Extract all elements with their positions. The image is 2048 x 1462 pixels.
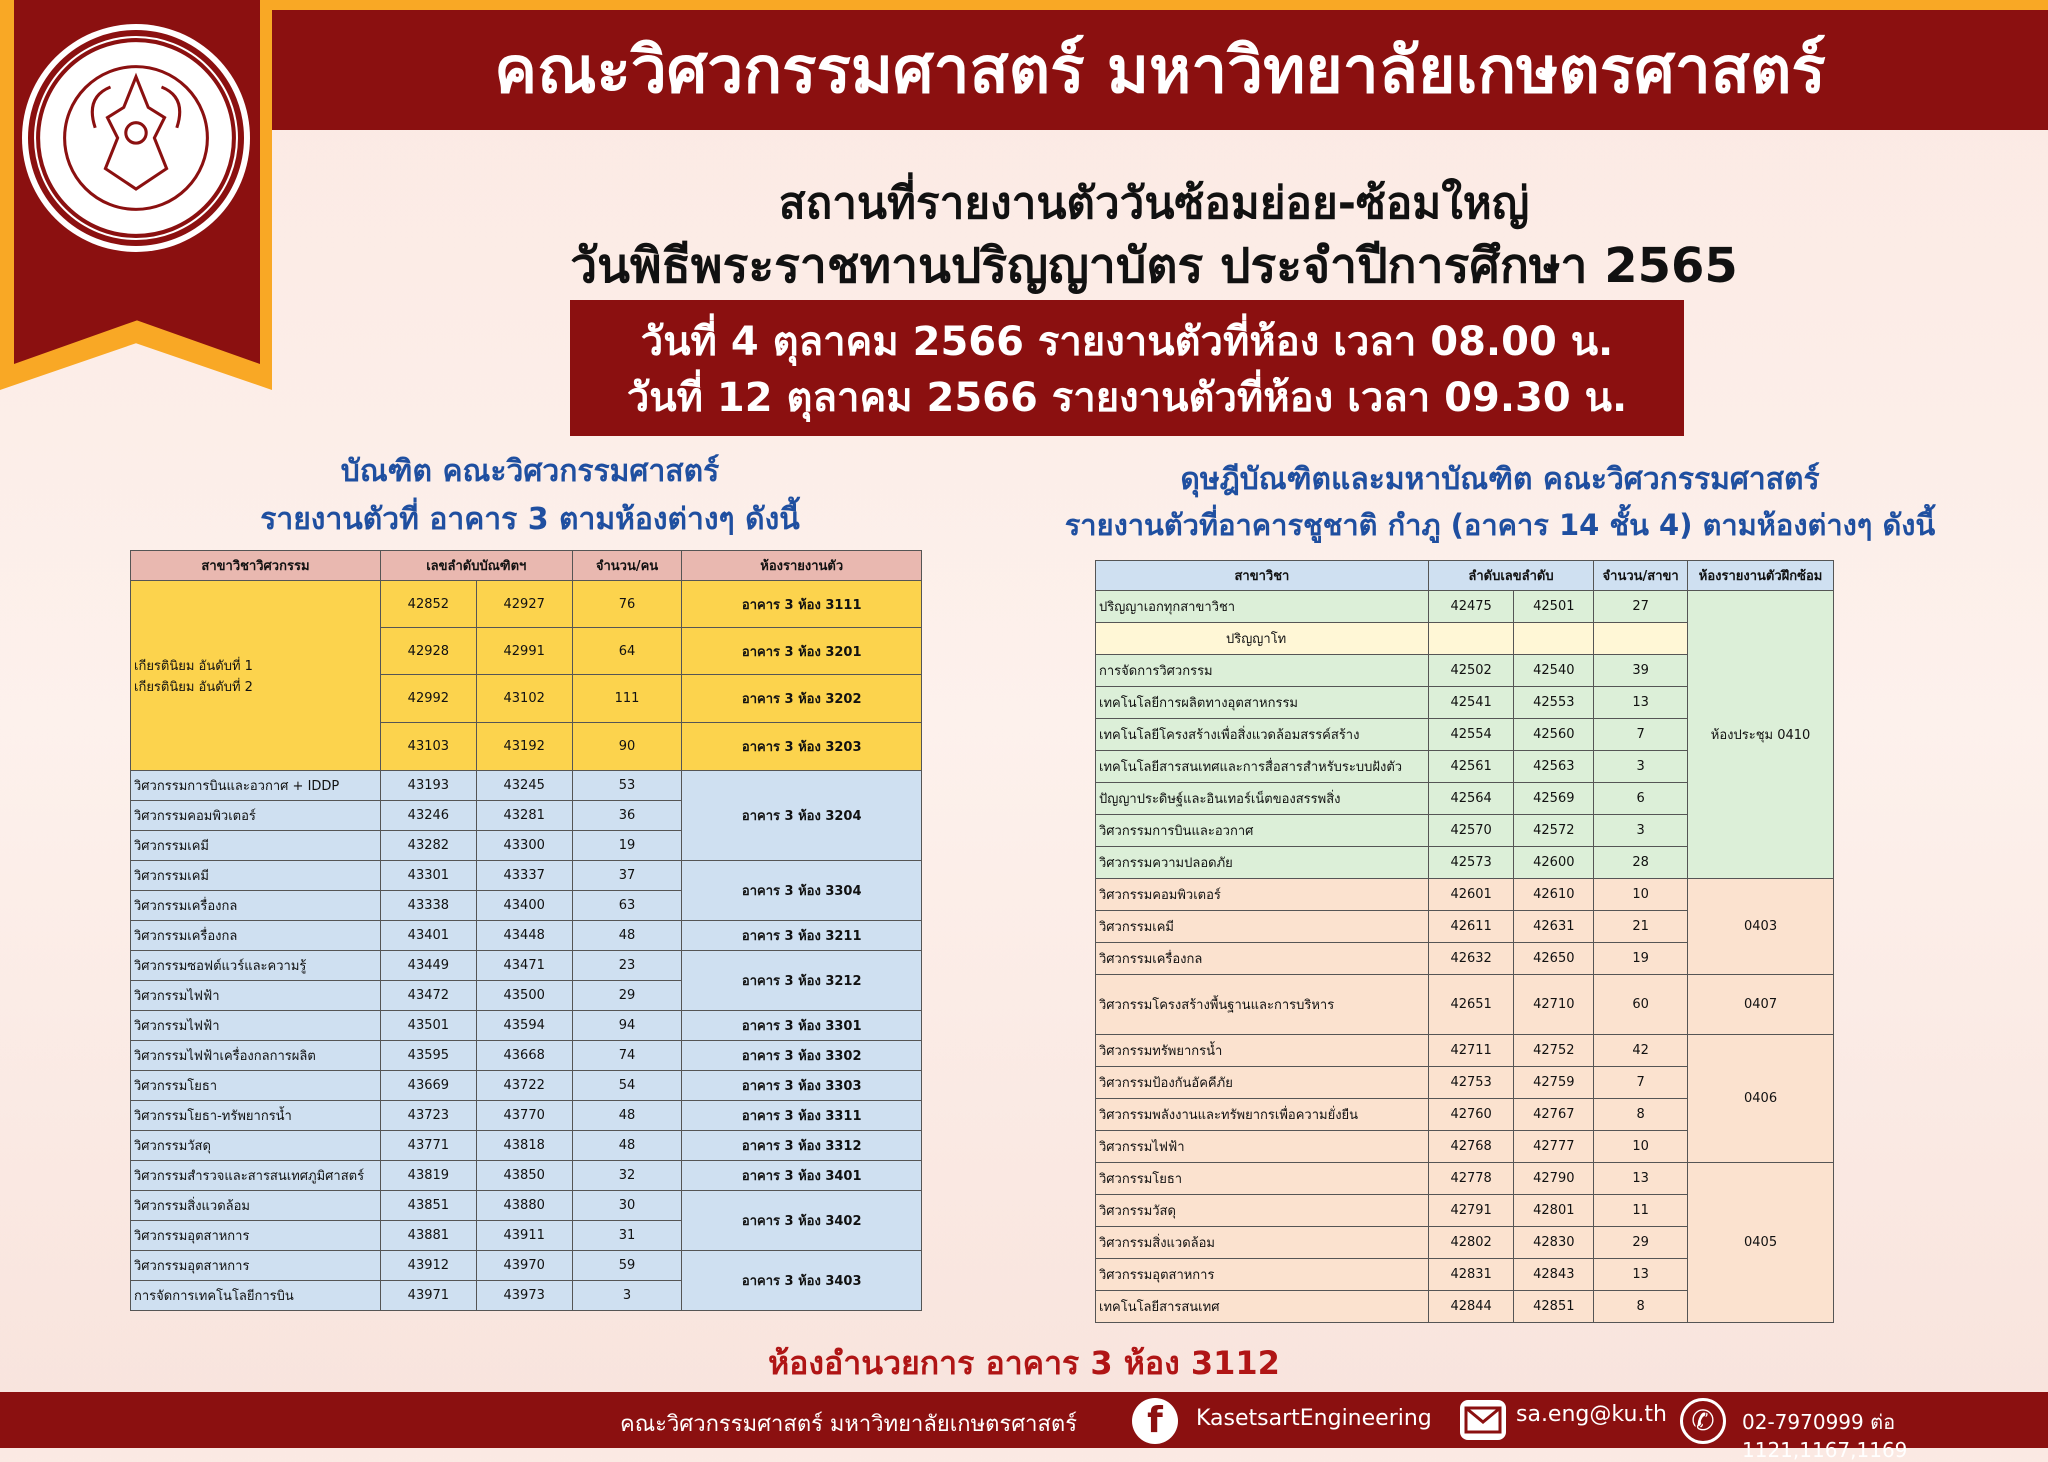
table-cell: 42560 — [1514, 719, 1594, 751]
left-heading2: รายงานตัวที่ อาคาร 3 ตามห้องต่างๆ ดังนี้ — [260, 502, 800, 537]
table-cell: 43102 — [476, 675, 572, 723]
table-cell: 43669 — [380, 1071, 476, 1101]
table-cell: 43881 — [380, 1221, 476, 1251]
table-cell: 0403 — [1688, 879, 1834, 975]
table-cell: 13 — [1594, 1163, 1688, 1195]
table-row — [131, 1011, 922, 1041]
table-cell: การจัดการเทคโนโลยีการบิน — [131, 1281, 381, 1311]
table-cell: 48 — [572, 1131, 682, 1161]
table-cell: 42564 — [1428, 783, 1514, 815]
col-header: จำนวน/สาขา — [1594, 561, 1688, 591]
table-cell: วิศวกรรมไฟฟ้า — [131, 1011, 381, 1041]
table-cell: 42790 — [1514, 1163, 1594, 1195]
table-cell: 42768 — [1428, 1131, 1514, 1163]
table-cell: 23 — [572, 951, 682, 981]
mail-icon[interactable] — [1460, 1400, 1506, 1440]
table-cell: เทคโนโลยีสารสนเทศและการสื่อสารสำหรับระบบฝังตัว — [1096, 751, 1429, 783]
table-cell: 42831 — [1428, 1259, 1514, 1291]
table-cell: 10 — [1594, 879, 1688, 911]
table-cell: วิศวกรรมเคมี — [1096, 911, 1429, 943]
table-cell: 43771 — [380, 1131, 476, 1161]
table-cell: 31 — [572, 1221, 682, 1251]
table-cell: 42767 — [1514, 1099, 1594, 1131]
table-row — [131, 771, 922, 801]
table-row — [131, 1071, 922, 1101]
table-cell: อาคาร 3 ห้อง 3312 — [682, 1131, 922, 1161]
bachelor-table — [130, 550, 922, 1311]
table-row — [131, 921, 922, 951]
table-cell: 43500 — [476, 981, 572, 1011]
table-cell: 42572 — [1514, 815, 1594, 847]
graduate-table — [1095, 560, 1834, 1323]
table-cell: ปัญญาประดิษฐ์และอินเทอร์เน็ตของสรรพสิ่ง — [1096, 783, 1429, 815]
table-cell: 43300 — [476, 831, 572, 861]
honors-label: เกียรตินิยม อันดับที่ 1 เกียรตินิยม อันดับที่ 2 — [131, 581, 381, 771]
left-heading1: บัณฑิต คณะวิศวกรรมศาสตร์ — [340, 454, 720, 489]
table-cell: 60 — [1594, 975, 1688, 1035]
table-cell: 42570 — [1428, 815, 1514, 847]
table-cell: 42600 — [1514, 847, 1594, 879]
table-cell: 43192 — [476, 723, 572, 771]
table-cell: วิศวกรรมอุตสาหการ — [131, 1221, 381, 1251]
table-cell: 42650 — [1514, 943, 1594, 975]
subtitle-line2: วันพิธีพระราชทานปริญญาบัตร ประจำปีการศึกษา 2565 — [570, 238, 1738, 294]
table-cell: วิศวกรรมไฟฟ้า — [131, 981, 381, 1011]
table-cell: 42631 — [1514, 911, 1594, 943]
table-cell: วิศวกรรมการบินและอวกาศ + IDDP — [131, 771, 381, 801]
table-cell: 42802 — [1428, 1227, 1514, 1259]
table-cell: 42553 — [1514, 687, 1594, 719]
col-header: ลำดับเลขลำดับ — [1428, 561, 1593, 591]
table-cell: อาคาร 3 ห้อง 3303 — [682, 1071, 922, 1101]
table-cell: 42711 — [1428, 1035, 1514, 1067]
table-cell: 43818 — [476, 1131, 572, 1161]
table-cell: วิศวกรรมสิ่งแวดล้อม — [1096, 1227, 1429, 1259]
table-cell: 42569 — [1514, 783, 1594, 815]
table-cell: 3 — [572, 1281, 682, 1311]
table-cell: 30 — [572, 1191, 682, 1221]
table-cell: 36 — [572, 801, 682, 831]
table-cell: 43723 — [380, 1101, 476, 1131]
table-cell: 42540 — [1514, 655, 1594, 687]
table-cell: วิศวกรรมไฟฟ้า — [1096, 1131, 1429, 1163]
table-cell: 43911 — [476, 1221, 572, 1251]
table-cell: อาคาร 3 ห้อง 3211 — [682, 921, 922, 951]
table-cell: 42610 — [1514, 879, 1594, 911]
table-cell: 29 — [572, 981, 682, 1011]
table-cell: วิศวกรรมทรัพยากรน้ำ — [1096, 1035, 1429, 1067]
table-cell: วิศวกรรมอุตสาหการ — [1096, 1259, 1429, 1291]
table-row — [131, 951, 922, 981]
table-cell: 43722 — [476, 1071, 572, 1101]
table-row — [1096, 1035, 1834, 1067]
table-cell: อาคาร 3 ห้อง 3401 — [682, 1161, 922, 1191]
table-cell: 29 — [1594, 1227, 1688, 1259]
table-cell: 43246 — [380, 801, 476, 831]
table-cell: 43971 — [380, 1281, 476, 1311]
table-cell: 42759 — [1514, 1067, 1594, 1099]
table-row — [131, 1101, 922, 1131]
table-cell: 21 — [1594, 911, 1688, 943]
table-cell: 42791 — [1428, 1195, 1514, 1227]
table-row — [131, 1131, 922, 1161]
table-cell: 43850 — [476, 1161, 572, 1191]
table-cell: 19 — [572, 831, 682, 861]
email-link[interactable]: sa.eng@ku.th — [1516, 1402, 1667, 1427]
table-cell: 11 — [1594, 1195, 1688, 1227]
table-cell: วิศวกรรมโยธา — [1096, 1163, 1429, 1195]
table-cell: 43338 — [380, 891, 476, 921]
table-cell: 42778 — [1428, 1163, 1514, 1195]
right-heading1: ดุษฎีบัณฑิตและมหาบัณฑิต คณะวิศวกรรมศาสตร์ — [1180, 462, 1820, 497]
date-box — [570, 300, 1684, 436]
table-cell — [1514, 623, 1594, 655]
date-line1: วันที่ 4 ตุลาคม 2566 รายงานตัวที่ห้อง เวลา 08.00 น. — [640, 319, 1614, 365]
table-cell: 43501 — [380, 1011, 476, 1041]
table-cell: อาคาร 3 ห้อง 3203 — [682, 723, 922, 771]
table-cell: 42563 — [1514, 751, 1594, 783]
table-cell: ปริญญาเอกทุกสาขาวิชา — [1096, 591, 1429, 623]
table-cell: 13 — [1594, 687, 1688, 719]
table-cell: 37 — [572, 861, 682, 891]
table-cell: 42573 — [1428, 847, 1514, 879]
table-cell: 42991 — [476, 628, 572, 675]
table-cell: 53 — [572, 771, 682, 801]
table-cell: วิศวกรรมโยธา — [131, 1071, 381, 1101]
table-cell: วิศวกรรมความปลอดภัย — [1096, 847, 1429, 879]
table-cell: 43912 — [380, 1251, 476, 1281]
table-cell: วิศวกรรมคอมพิวเตอร์ — [131, 801, 381, 831]
table-cell: วิศวกรรมวัสดุ — [131, 1131, 381, 1161]
col-header: ห้องรายงานตัวฝึกซ้อม — [1688, 561, 1834, 591]
facebook-icon[interactable]: f — [1132, 1398, 1178, 1444]
table-cell: 42601 — [1428, 879, 1514, 911]
table-cell: 43448 — [476, 921, 572, 951]
table-cell: 42632 — [1428, 943, 1514, 975]
table-cell: เทคโนโลยีสารสนเทศ — [1096, 1291, 1429, 1323]
table-cell: 42651 — [1428, 975, 1514, 1035]
table-cell: 48 — [572, 921, 682, 951]
table-cell: 43668 — [476, 1041, 572, 1071]
table-cell: 10 — [1594, 1131, 1688, 1163]
table-cell: 43819 — [380, 1161, 476, 1191]
table-row — [131, 1161, 922, 1191]
table-cell: 42843 — [1514, 1259, 1594, 1291]
table-cell: 59 — [572, 1251, 682, 1281]
table-cell: 64 — [572, 628, 682, 675]
table-cell: วิศวกรรมป้องกันอัคคีภัย — [1096, 1067, 1429, 1099]
table-cell: 0407 — [1688, 975, 1834, 1035]
table-cell: 3 — [1594, 815, 1688, 847]
table-cell: 43770 — [476, 1101, 572, 1131]
table-cell: อาคาร 3 ห้อง 3403 — [682, 1251, 922, 1311]
table-cell: 43449 — [380, 951, 476, 981]
table-cell: อาคาร 3 ห้อง 3301 — [682, 1011, 922, 1041]
table-cell: 43472 — [380, 981, 476, 1011]
table-cell: 43245 — [476, 771, 572, 801]
col-header: จำนวน/คน — [572, 551, 682, 581]
table-cell: 76 — [572, 581, 682, 628]
page-title: คณะวิศวกรรมศาสตร์ มหาวิทยาลัยเกษตรศาสตร์ — [272, 10, 2048, 130]
table-cell: 111 — [572, 675, 682, 723]
table-cell: 13 — [1594, 1259, 1688, 1291]
table-cell: 43880 — [476, 1191, 572, 1221]
table-row — [1096, 591, 1834, 623]
table-cell: 43301 — [380, 861, 476, 891]
table-cell: 48 — [572, 1101, 682, 1131]
table-cell: เทคโนโลยีโครงสร้างเพื่อสิ่งแวดล้อมสรรค์สร้าง — [1096, 719, 1429, 751]
table-cell: 42830 — [1514, 1227, 1594, 1259]
table-cell: 43193 — [380, 771, 476, 801]
table-cell: วิศวกรรมการบินและอวกาศ — [1096, 815, 1429, 847]
table-cell: 3 — [1594, 751, 1688, 783]
table-cell: อาคาร 3 ห้อง 3304 — [682, 861, 922, 921]
table-cell: 42 — [1594, 1035, 1688, 1067]
table-cell: อาคาร 3 ห้อง 3201 — [682, 628, 922, 675]
table-cell: 42760 — [1428, 1099, 1514, 1131]
table-cell: อาคาร 3 ห้อง 3111 — [682, 581, 922, 628]
table-cell: 0405 — [1688, 1163, 1834, 1323]
table-cell: วิศวกรรมไฟฟ้าเครื่องกลการผลิต — [131, 1041, 381, 1071]
table-cell: 42611 — [1428, 911, 1514, 943]
table-cell: 43103 — [380, 723, 476, 771]
table-cell: 7 — [1594, 1067, 1688, 1099]
table-cell: 54 — [572, 1071, 682, 1101]
table-cell: อาคาร 3 ห้อง 3204 — [682, 771, 922, 861]
table-cell: 42710 — [1514, 975, 1594, 1035]
facebook-link[interactable]: KasetsartEngineering — [1196, 1406, 1432, 1431]
table-cell: 42801 — [1514, 1195, 1594, 1227]
table-cell: 42928 — [380, 628, 476, 675]
office-note: ห้องอำนวยการ อาคาร 3 ห้อง 3112 — [768, 1344, 1280, 1382]
table-cell: วิศวกรรมสิ่งแวดล้อม — [131, 1191, 381, 1221]
table-cell: 8 — [1594, 1099, 1688, 1131]
table-row — [1096, 1163, 1834, 1195]
table-row — [1096, 975, 1834, 1035]
table-cell: 43400 — [476, 891, 572, 921]
table-cell: วิศวกรรมเครื่องกล — [131, 921, 381, 951]
table-header-row — [131, 551, 922, 581]
col-header: ห้องรายงานตัว — [682, 551, 922, 581]
table-row — [131, 1191, 922, 1221]
table-cell: 42502 — [1428, 655, 1514, 687]
table-cell: 42554 — [1428, 719, 1514, 751]
table-cell: อาคาร 3 ห้อง 3311 — [682, 1101, 922, 1131]
table-row — [131, 861, 922, 891]
table-cell: 43595 — [380, 1041, 476, 1071]
table-cell: 42851 — [1514, 1291, 1594, 1323]
table-row — [131, 1041, 922, 1071]
table-cell: วิศวกรรมวัสดุ — [1096, 1195, 1429, 1227]
table-cell: 43851 — [380, 1191, 476, 1221]
table-cell: 43594 — [476, 1011, 572, 1041]
table-cell: วิศวกรรมสำรวจและสารสนเทศภูมิศาสตร์ — [131, 1161, 381, 1191]
table-cell: 43973 — [476, 1281, 572, 1311]
table-cell: 43281 — [476, 801, 572, 831]
col-header: สาขาวิชาวิศวกรรม — [131, 551, 381, 581]
table-cell: 6 — [1594, 783, 1688, 815]
table-cell: 43401 — [380, 921, 476, 951]
table-row — [131, 581, 922, 628]
table-cell: 32 — [572, 1161, 682, 1191]
col-header: สาขาวิชา — [1096, 561, 1429, 591]
table-cell: 27 — [1594, 591, 1688, 623]
table-cell: ห้องประชุม 0410 — [1688, 591, 1834, 879]
table-cell: วิศวกรรมคอมพิวเตอร์ — [1096, 879, 1429, 911]
col-header: เลขลำดับบัณฑิตฯ — [380, 551, 572, 581]
table-cell: 19 — [1594, 943, 1688, 975]
table-cell: วิศวกรรมอุตสาหการ — [131, 1251, 381, 1281]
table-cell: อาคาร 3 ห้อง 3402 — [682, 1191, 922, 1251]
table-cell — [1594, 623, 1688, 655]
table-cell: 63 — [572, 891, 682, 921]
table-cell: วิศวกรรมโยธา-ทรัพยากรน้ำ — [131, 1101, 381, 1131]
table-cell: 74 — [572, 1041, 682, 1071]
table-cell: 42844 — [1428, 1291, 1514, 1323]
table-cell — [1428, 623, 1514, 655]
table-cell: 42777 — [1514, 1131, 1594, 1163]
table-cell: อาคาร 3 ห้อง 3202 — [682, 675, 922, 723]
table-cell: วิศวกรรมเคมี — [131, 861, 381, 891]
table-cell: 39 — [1594, 655, 1688, 687]
table-cell: 42561 — [1428, 751, 1514, 783]
footer — [0, 1392, 2048, 1462]
table-cell: 42541 — [1428, 687, 1514, 719]
table-cell: 42752 — [1514, 1035, 1594, 1067]
table-cell: 28 — [1594, 847, 1688, 879]
table-cell: 42927 — [476, 581, 572, 628]
table-cell: 42753 — [1428, 1067, 1514, 1099]
subtitle-line1: สถานที่รายงานตัววันซ้อมย่อย-ซ้อมใหญ่ — [778, 178, 1530, 229]
table-cell: 43471 — [476, 951, 572, 981]
table-cell: 8 — [1594, 1291, 1688, 1323]
table-row — [1096, 879, 1834, 911]
table-cell: วิศวกรรมซอฟต์แวร์และความรู้ — [131, 951, 381, 981]
table-cell: วิศวกรรมเคมี — [131, 831, 381, 861]
table-cell: 43970 — [476, 1251, 572, 1281]
table-cell: ปริญญาโท — [1096, 623, 1429, 655]
table-cell: 42992 — [380, 675, 476, 723]
table-cell: 42501 — [1514, 591, 1594, 623]
table-row — [131, 1251, 922, 1281]
table-cell: วิศวกรรมเครื่องกล — [131, 891, 381, 921]
table-cell: วิศวกรรมพลังงานและทรัพยากรเพื่อความยั่งยืน — [1096, 1099, 1429, 1131]
footer-faculty: คณะวิศวกรรมศาสตร์ มหาวิทยาลัยเกษตรศาสตร์ — [620, 1412, 1078, 1437]
table-cell: เทคโนโลยีการผลิตทางอุตสาหกรรม — [1096, 687, 1429, 719]
table-cell: 7 — [1594, 719, 1688, 751]
table-cell: 43282 — [380, 831, 476, 861]
table-cell: 43337 — [476, 861, 572, 891]
right-heading2: รายงานตัวที่อาคารชูชาติ กำภู (อาคาร 14 ชั้น 4) ตามห้องต่างๆ ดังนี้ — [1064, 508, 1936, 542]
date-line2: วันที่ 12 ตุลาคม 2566 รายงานตัวที่ห้อง เวลา 09.30 น. — [626, 375, 1628, 421]
table-header-row — [1096, 561, 1834, 591]
table-cell: 94 — [572, 1011, 682, 1041]
phone-number: 02-7970999 ต่อ 1121,1167,1169 — [1742, 1410, 1908, 1462]
table-cell: อาคาร 3 ห้อง 3212 — [682, 951, 922, 1011]
table-cell: 42475 — [1428, 591, 1514, 623]
table-cell: การจัดการวิศวกรรม — [1096, 655, 1429, 687]
table-cell: อาคาร 3 ห้อง 3302 — [682, 1041, 922, 1071]
table-cell: 0406 — [1688, 1035, 1834, 1163]
table-cell: 42852 — [380, 581, 476, 628]
table-cell: 90 — [572, 723, 682, 771]
table-cell: วิศวกรรมเครื่องกล — [1096, 943, 1429, 975]
phone-icon: ✆ — [1680, 1398, 1726, 1444]
table-cell: วิศวกรรมโครงสร้างพื้นฐานและการบริหาร — [1096, 975, 1429, 1035]
